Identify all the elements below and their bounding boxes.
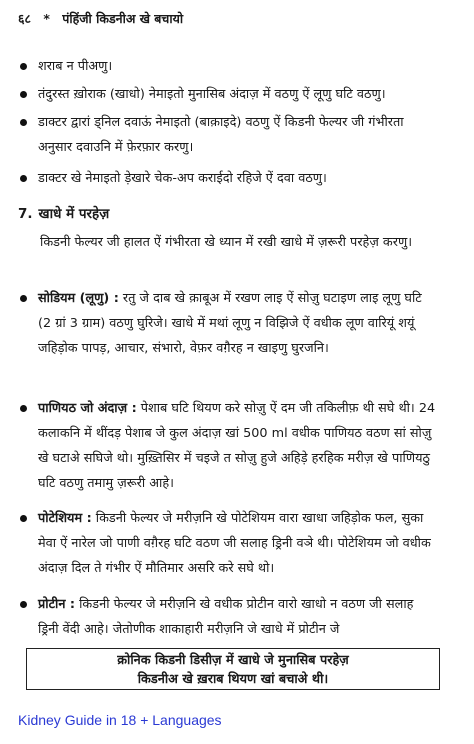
list-item-text: शराब न पीअणु। bbox=[38, 59, 113, 74]
callout-box bbox=[26, 648, 440, 690]
section-number: 7. bbox=[18, 206, 33, 222]
list-item bbox=[16, 82, 436, 107]
bullet-dot bbox=[20, 119, 27, 126]
list-item bbox=[16, 110, 436, 160]
section-intro: किडनी फेल्यर जी हालत ऐं गंभीरता खे ध्यान में रखी खाधे में ज़रूरी परहेज़ करणु। bbox=[40, 235, 413, 250]
bullet-dot bbox=[20, 405, 27, 412]
item-heading: पोटेशियम : bbox=[38, 511, 92, 526]
bullet-dot bbox=[20, 91, 27, 98]
list-item-potassium bbox=[16, 506, 436, 581]
callout-line-2: किडनीअ खे ख़राब थियण खां बचाअे थी। bbox=[137, 672, 329, 687]
page-number: ६८ bbox=[18, 11, 32, 26]
item-heading: प्रोटीन : bbox=[38, 597, 76, 612]
section-heading bbox=[18, 204, 109, 222]
item-body: किडनी फेल्यर जे मरीज़नि खे वधीक प्रोटीन वारो खाधो न वठण जी सलाह ड्रिनी वेंदी आहे। जेतोणीक शाकाहारी मरीज़नि जे खाधे में प्रोटीन जे bbox=[38, 597, 414, 637]
list-item-text: डाक्टर द्वारां ड्निल दवाऊं नेमाइतो (बाक़ाइदे) वठणु ऐं किडनी फेल्यर जी गंभीरता अनुसार दवाउनि में फ़ेरफ़ार करणु। bbox=[38, 115, 404, 155]
item-body: पेशाब घटि थियण करे सोज़ु ऐं दम जी तकिलीफ़ थी सघे थी। 24 कलाकनि में थींदड़ पेशाब जे कुल अंदाज़ खां 500 ml वधीक पाणियठ वठण सां सोज़ु खे घटाअे सघिजे थो। मुख़्तिसिर में चइजे त सोज़ु हुजे अहिड़े हरहिक मरीज़ खे पाणियठु घटि वठणु तमामु ज़रूरी आहे। bbox=[38, 401, 436, 491]
item-heading: सोडियम (लूणु) : bbox=[38, 291, 119, 306]
header-separator: * bbox=[43, 11, 50, 26]
list-item bbox=[16, 54, 436, 79]
item-body: रतु जे दाब खे क़ाबूअ में रखण लाइ ऐं सोज़ु घटाइण लाइ लूणु घटि (2 ग्रां 3 ग्राम) वठणु घुरिजे। खाधे में मथां लूणु न विझिजे ऐं वधीक लूण वारियूं शयूं जहिड़ोक पापड़, आचार, संभारो, वेफ़र वग़ैरह न खाइणु घुरजनि। bbox=[38, 291, 422, 356]
list-item-text: तंदुरस्त ख़ोराक (खाधो) नेमाइतो मुनासिब अंदाज़ में वठणु ऐं लूणु घटि वठणु। bbox=[38, 87, 386, 102]
section-title: खाधे में परहेज़ bbox=[38, 206, 110, 222]
bullet-dot bbox=[20, 601, 27, 608]
book-title: पंहिंजी किडनीअ खे बचायो bbox=[62, 11, 184, 26]
running-header bbox=[18, 10, 183, 27]
list-item-text: डाक्टर खे नेमाइतो ड़ेखारे चेक-अप कराईदो रहिजे ऐं दवा वठणु। bbox=[38, 171, 327, 186]
item-body: किडनी फेल्यर जे मरीज़नि खे पोटेशियम वारा खाधा जहिड़ोक फल, सुका मेवा ऐं नारेल जो पाणी वग़ैरह घटि वठण जी सलाह ड्रिनी वञे थी। पोटेशियम जो वधीक अंदाज़ दिल ते गंभीर ऐं मौतिमार असरि करे सघे थो। bbox=[38, 511, 431, 576]
bullet-dot bbox=[20, 175, 27, 182]
callout-line-1: क्रोनिक किडनी डिसीज़ में खाधे जे मुनासिब परहेज़ bbox=[117, 653, 349, 668]
list-item bbox=[16, 166, 436, 191]
bullet-dot bbox=[20, 63, 27, 70]
item-heading: पाणियठ जो अंदाज़ : bbox=[38, 401, 137, 416]
footer-link[interactable]: Kidney Guide in 18 + Languages bbox=[18, 712, 222, 728]
list-item-sodium bbox=[16, 286, 436, 361]
list-item-fluid bbox=[16, 396, 436, 496]
bullet-dot bbox=[20, 295, 27, 302]
bullet-dot bbox=[20, 515, 27, 522]
list-item-protein bbox=[16, 592, 436, 642]
